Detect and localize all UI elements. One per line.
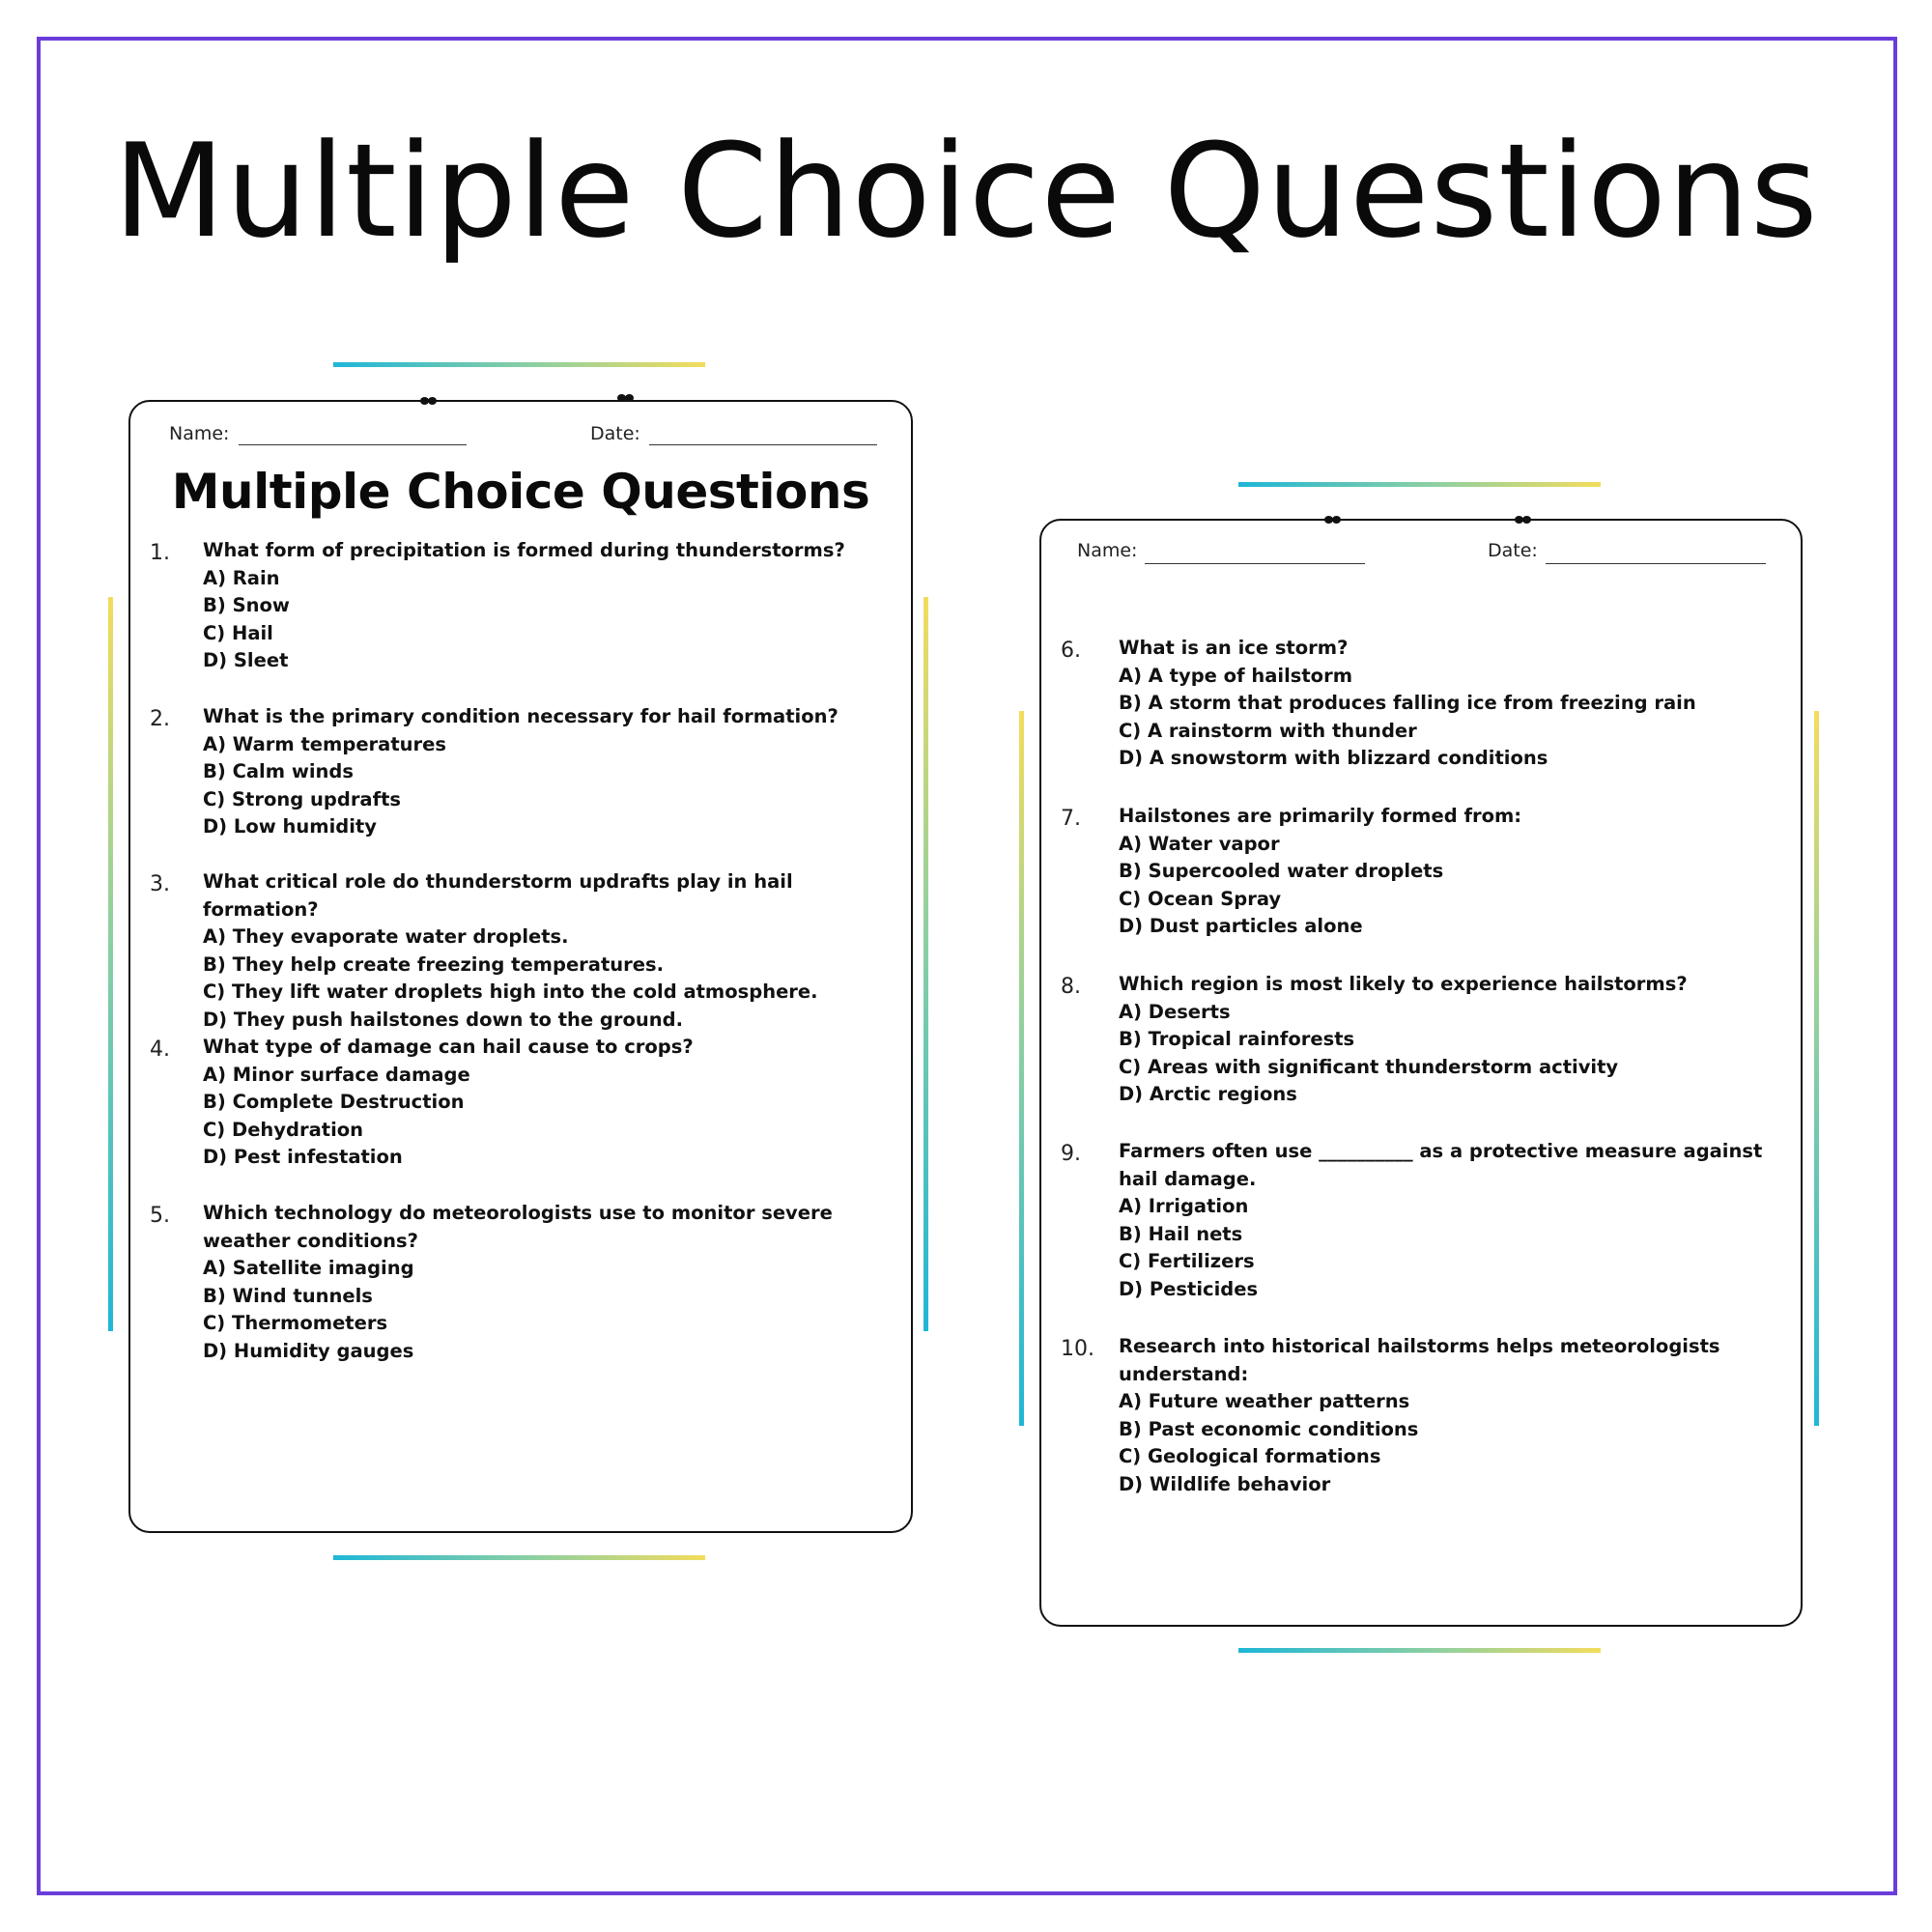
question-number: 5. (150, 1204, 170, 1228)
question-number: 2. (150, 707, 170, 731)
question-body (1119, 1138, 1795, 1303)
binder-ring-icon (420, 397, 438, 405)
question-text: What critical role do thunderstorm updrafts play in hail formation? (203, 870, 793, 921)
name-field[interactable] (239, 444, 467, 445)
answer-option[interactable]: A) Deserts (1119, 1000, 1231, 1023)
decorative-bar (1238, 482, 1601, 487)
question-number: 4. (150, 1037, 170, 1062)
question-body (203, 1034, 898, 1172)
answer-option[interactable]: C) A rainstorm with thunder (1119, 719, 1417, 742)
answer-option[interactable]: C) Strong updrafts (203, 787, 402, 810)
answer-option[interactable]: B) Calm winds (203, 760, 354, 782)
answer-option[interactable]: A) Minor surface damage (203, 1063, 470, 1086)
question-text: Which technology do meteorologists use to monitor severe weather conditions? (203, 1202, 833, 1252)
date-label: Date: (1488, 540, 1538, 561)
question-body (203, 1200, 898, 1365)
answer-option[interactable]: B) Complete Destruction (203, 1091, 465, 1113)
answer-option[interactable]: C) Ocean Spray (1119, 887, 1282, 910)
worksheet-page-2 (1039, 519, 1803, 1627)
answer-option[interactable]: A) Irrigation (1119, 1195, 1249, 1217)
question-number: 3. (150, 872, 170, 896)
name-field[interactable] (1145, 563, 1365, 564)
answer-option[interactable]: C) Geological formations (1119, 1445, 1381, 1467)
answer-option[interactable]: C) Fertilizers (1119, 1250, 1255, 1272)
answer-option[interactable]: A) Rain (203, 566, 280, 589)
name-label: Name: (169, 423, 230, 444)
answer-option[interactable]: C) They lift water droplets high into the cold atmosphere. (203, 980, 818, 1003)
decorative-bar (1814, 711, 1819, 1426)
question-body (203, 703, 898, 841)
question-body (1119, 635, 1795, 773)
answer-option[interactable]: B) Supercooled water droplets (1119, 860, 1444, 882)
answer-option[interactable]: C) Hail (203, 621, 273, 644)
answer-option[interactable]: D) Humidity gauges (203, 1339, 414, 1362)
question-body (1119, 1333, 1795, 1498)
answer-option[interactable]: A) Satellite imaging (203, 1257, 414, 1279)
answer-option[interactable]: A) Warm temperatures (203, 732, 446, 755)
answer-option[interactable]: B) Tropical rainforests (1119, 1028, 1355, 1050)
question-text: What type of damage can hail cause to crops? (203, 1036, 694, 1058)
decorative-bar (333, 362, 705, 367)
question-text: Hailstones are primarily formed from: (1119, 805, 1522, 827)
question-text: Farmers often use __________ as a protective measure against hail damage. (1119, 1140, 1763, 1190)
answer-option[interactable]: A) They evaporate water droplets. (203, 925, 569, 948)
answer-option[interactable]: D) They push hailstones down to the ground. (203, 1008, 684, 1031)
answer-option[interactable]: C) Dehydration (203, 1118, 364, 1141)
decorative-bar (108, 597, 113, 1331)
answer-option[interactable]: D) Wildlife behavior (1119, 1472, 1331, 1495)
answer-option[interactable]: B) Hail nets (1119, 1222, 1243, 1245)
question-text: Research into historical hailstorms helps meteorologists understand: (1119, 1335, 1720, 1385)
name-label: Name: (1077, 540, 1138, 561)
question-number: 1. (150, 541, 170, 565)
answer-option[interactable]: D) Pest infestation (203, 1146, 403, 1168)
answer-option[interactable]: D) Sleet (203, 649, 289, 671)
answer-option[interactable]: D) A snowstorm with blizzard conditions (1119, 747, 1548, 769)
decorative-bar (333, 1555, 705, 1560)
answer-option[interactable]: B) Wind tunnels (203, 1284, 373, 1307)
question-body (203, 868, 898, 1034)
answer-option[interactable]: B) Past economic conditions (1119, 1417, 1419, 1440)
worksheet-title: Multiple Choice Questions (171, 464, 870, 520)
worksheet-page-1 (128, 400, 913, 1533)
date-label: Date: (590, 423, 640, 444)
question-text: Which region is most likely to experience hailstorms? (1119, 973, 1688, 995)
answer-option[interactable]: C) Thermometers (203, 1312, 388, 1334)
question-number: 9. (1061, 1142, 1081, 1166)
question-body (203, 537, 898, 675)
answer-option[interactable]: D) Low humidity (203, 815, 377, 838)
decorative-bar (923, 597, 928, 1331)
decorative-bar (1019, 711, 1024, 1426)
question-text: What is an ice storm? (1119, 637, 1349, 659)
answer-option[interactable]: B) Snow (203, 594, 290, 616)
answer-option[interactable]: D) Arctic regions (1119, 1083, 1297, 1105)
answer-option[interactable]: B) They help create freezing temperatures. (203, 952, 665, 976)
question-number: 10. (1061, 1337, 1094, 1361)
binder-ring-icon (617, 394, 635, 402)
answer-option[interactable]: C) Areas with significant thunderstorm activity (1119, 1055, 1619, 1078)
page-title: Multiple Choice Questions (113, 116, 1819, 267)
answer-option[interactable]: B) A storm that produces falling ice from freezing rain (1119, 692, 1696, 714)
answer-option[interactable]: D) Dust particles alone (1119, 915, 1363, 937)
binder-ring-icon (1324, 516, 1342, 524)
question-number: 8. (1061, 975, 1081, 999)
decorative-bar (1238, 1648, 1601, 1653)
question-number: 6. (1061, 639, 1081, 663)
date-field[interactable] (1546, 563, 1766, 564)
question-number: 7. (1061, 807, 1081, 831)
binder-ring-icon (1515, 516, 1532, 524)
question-body (1119, 971, 1795, 1109)
answer-option[interactable]: A) A type of hailstorm (1119, 664, 1353, 687)
answer-option[interactable]: A) Water vapor (1119, 832, 1280, 855)
question-text: What is the primary condition necessary for hail formation? (203, 705, 838, 727)
answer-option[interactable]: D) Pesticides (1119, 1277, 1259, 1300)
date-field[interactable] (649, 444, 877, 445)
question-body (1119, 803, 1795, 941)
answer-option[interactable]: A) Future weather patterns (1119, 1390, 1410, 1412)
question-text: What form of precipitation is formed during thunderstorms? (203, 539, 845, 561)
